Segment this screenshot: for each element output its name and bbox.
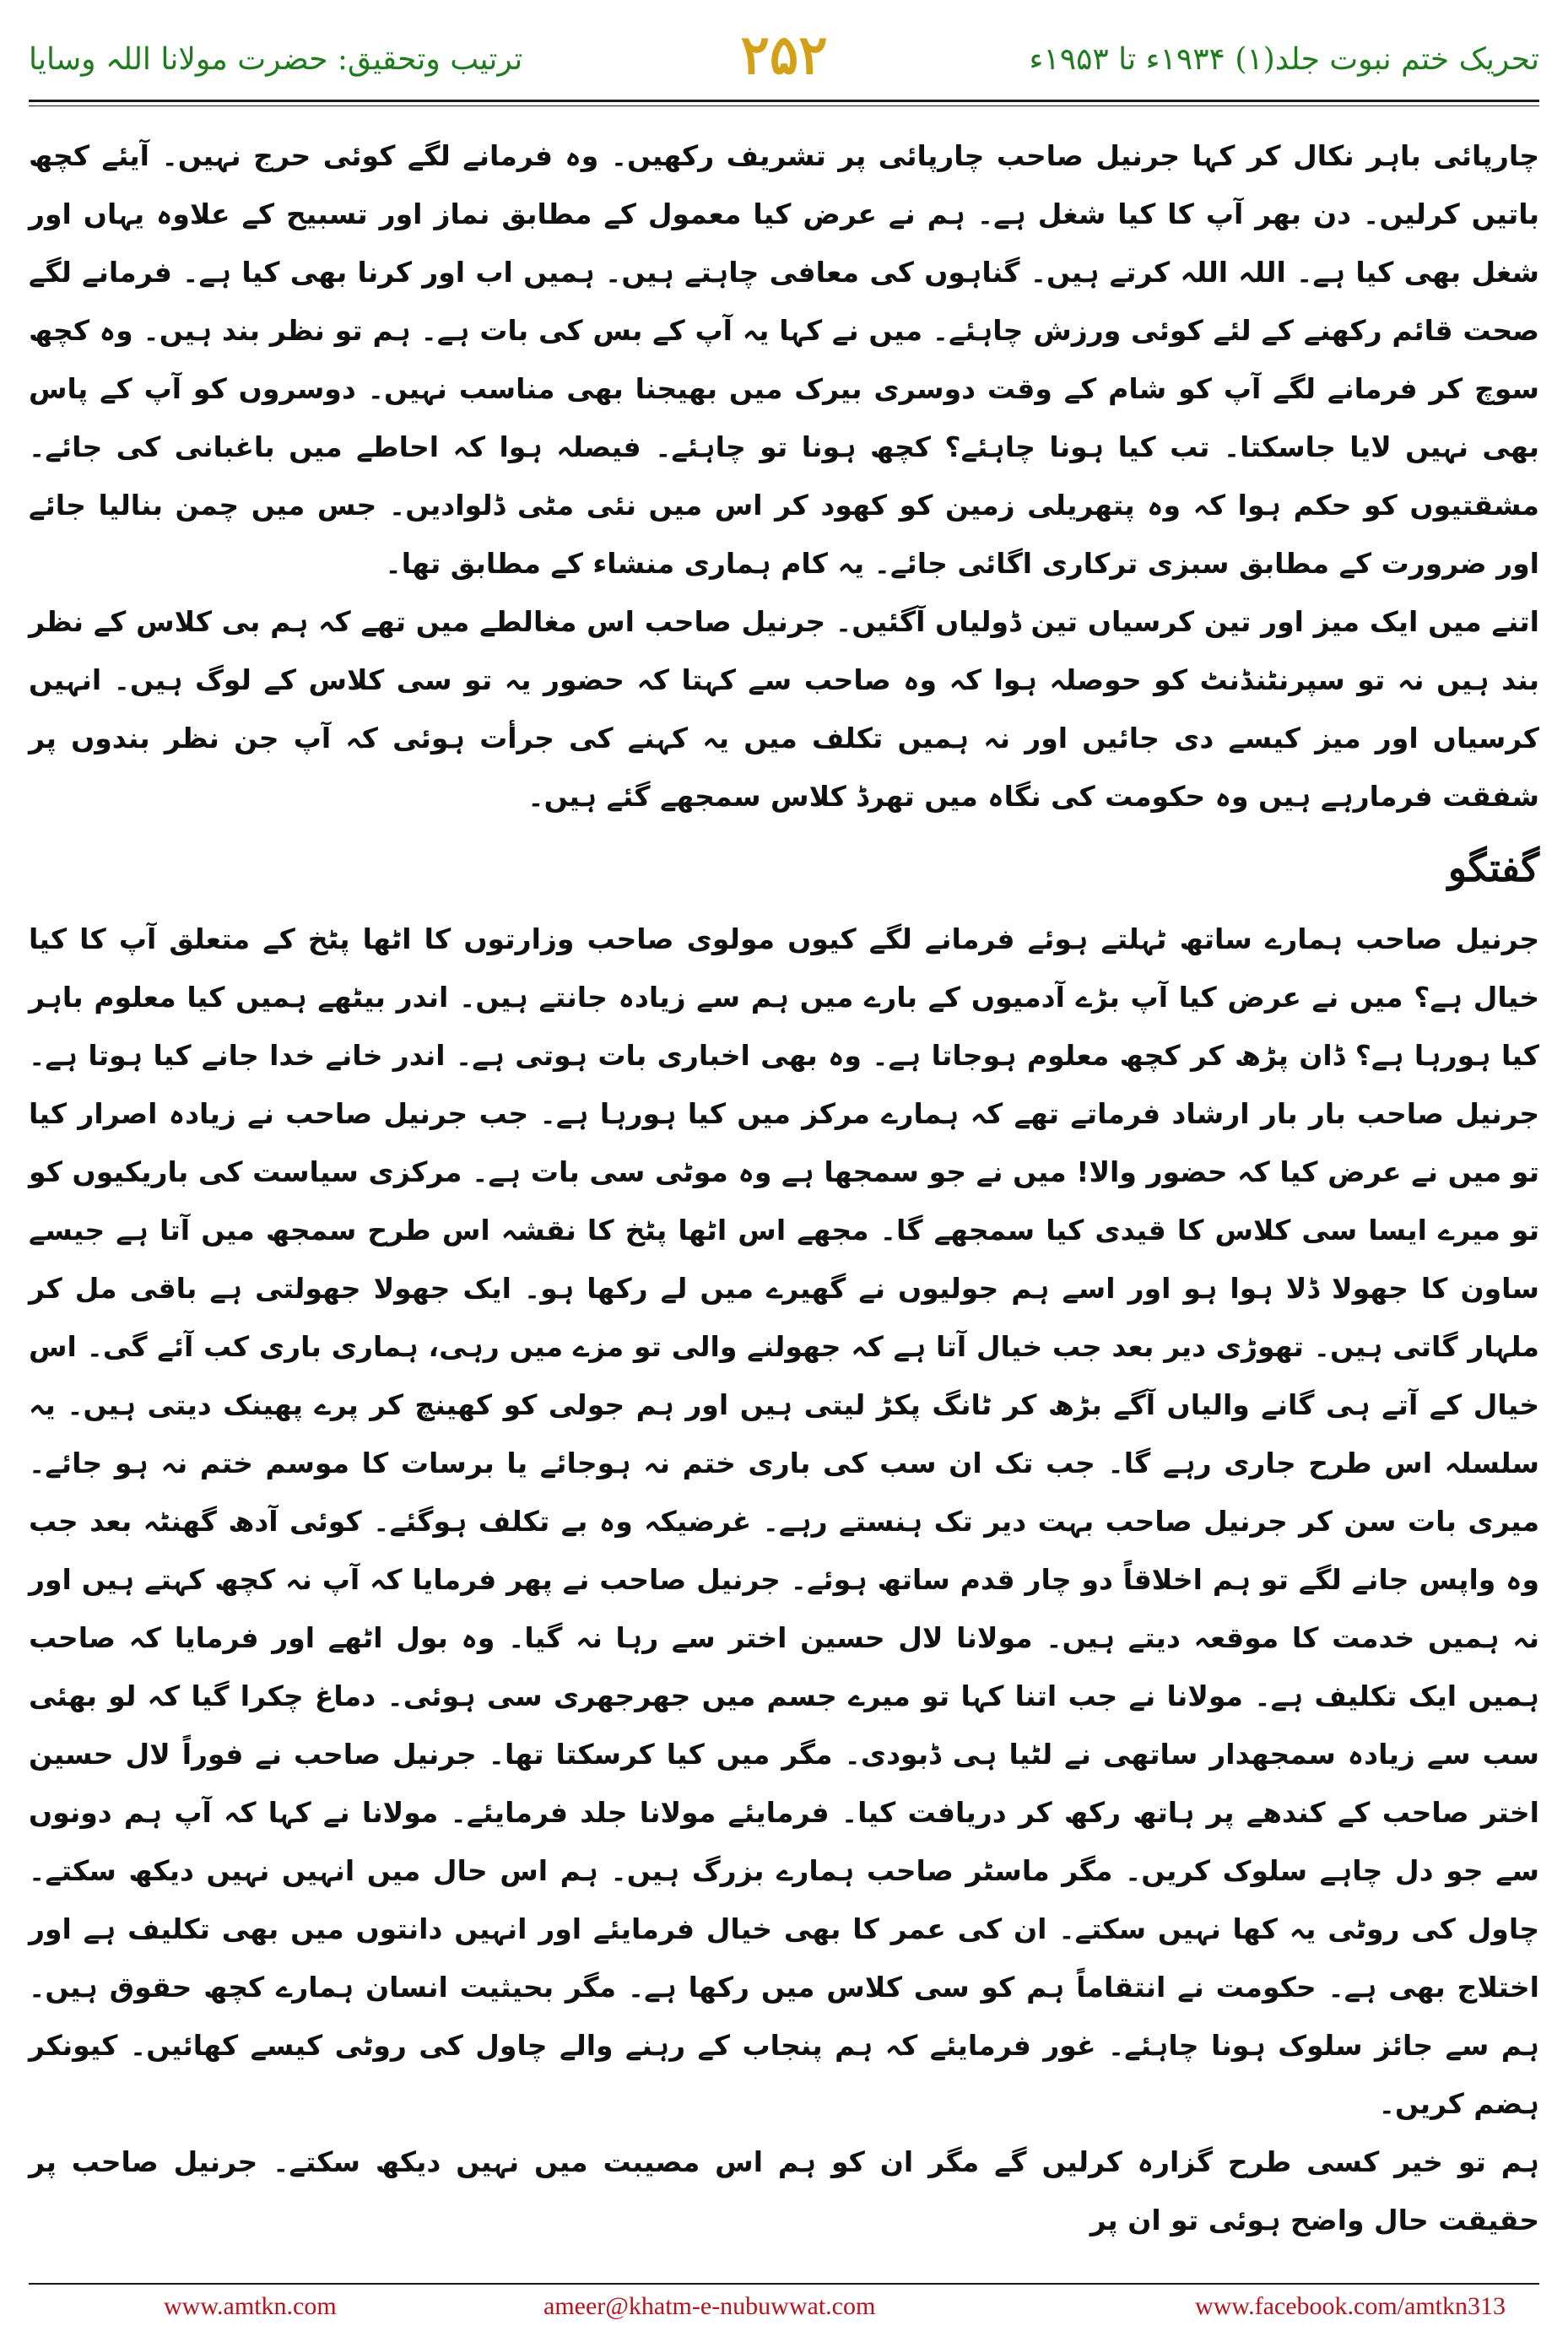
email-link[interactable]: ameer@khatm-e-nubuwwat.com [543,2292,876,2320]
paragraph-3: جرنیل صاحب ہمارے ساتھ ٹہلتے ہوئے فرمانے لگے کیوں مولوی صاحب وزارتوں کا اٹھا پٹخ کے متعلق آپ کا کیا خیال ہے؟ میں نے عرض کیا آپ بڑے آدمیوں کے بارے میں ہم سے زیادہ جانتے ہیں۔ اندر بیٹھے ہمیں کیا معلوم باہر کیا ہورہا ہے؟ ڈان پڑھ کر کچھ معلوم ہوجاتا ہے۔ وہ بھی اخباری بات ہوتی ہے۔ اندر خانے خدا جانے کیا ہوتا ہے۔ جرنیل صاحب بار بار ارشاد فرماتے تھے کہ ہمارے مرکز میں کیا ہورہا ہے۔ جب جرنیل صاحب نے زیادہ اصرار کیا تو میں نے عرض کیا کہ حضور والا! میں نے جو سمجھا ہے وہ موٹی سی بات ہے۔ مرکزی سیاست کی باریکیوں کو تو میرے ایسا سی کلاس کا قیدی کیا سمجھے گا۔ مجھے اس اٹھا پٹخ کا نقشہ اس طرح سمجھ میں آتا ہے جیسے ساون کا جھولا ڈلا ہوا ہو اور اسے ہم جولیوں نے گھیرے میں لے رکھا ہو۔ ایک جھولا جھولتی ہے باقی مل کر ملہار گاتی ہیں۔ تھوڑی دیر بعد جب خیال آتا ہے کہ جھولنے والی تو مزے میں رہی، ہماری باری کب آئے گی۔ اس خیال کے آتے ہی گانے والیاں آگے بڑھ کر ٹانگ پکڑ لیتی ہیں اور ہم جولی کو کھینچ کر پرے پھینک دیتی ہیں۔ یہ سلسلہ اس طرح جاری رہے گا۔ جب تک ان سب کی باری ختم نہ ہوجائے یا برسات کا موسم ختم نہ ہو جائے۔ میری بات سن کر جرنیل صاحب بہت دیر تک ہنستے رہے۔ غرضیکہ وہ بے تکلف ہوگئے۔ کوئی آدھ گھنٹہ بعد جب وہ واپس جانے لگے تو ہم اخلاقاً دو چار قدم ساتھ ہوئے۔ جرنیل صاحب نے پھر فرمایا کہ آپ نہ کچھ کہتے ہیں اور نہ ہمیں خدمت کا موقعہ دیتے ہیں۔ مولانا لال حسین اختر سے رہا نہ گیا۔ وہ بول اٹھے اور فرمایا کہ صاحب ہمیں ایک تکلیف ہے۔ مولانا نے جب اتنا کہا تو میرے جسم میں جھرجھری سی ہوئی۔ دماغ چکرا گیا کہ لو بھئی سب سے زیادہ سمجھدار ساتھی نے لٹیا ہی ڈبودی۔ مگر میں کیا کرسکتا تھا۔ جرنیل صاحب نے فوراً لال حسین اختر صاحب کے کندھے پر ہاتھ رکھ کر دریافت کیا۔ فرمایئے مولانا جلد فرمایئے۔ مولانا نے کہا کہ آپ ہم دونوں سے جو دل چاہے سلوک کریں۔ مگر ماسٹر صاحب ہمارے بزرگ ہیں۔ ہم اس حال میں انہیں نہیں دیکھ سکتے۔ چاول کی روٹی یہ کھا نہیں سکتے۔ ان کی عمر کا بھی خیال فرمایئے اور انہیں دانتوں میں بھی تکلیف ہے اور اختلاج بھی ہے۔ حکومت نے انتقاماً ہم کو سی کلاس میں رکھا ہے۔ مگر بحیثیت انسان ہمارے کچھ حقوق ہیں۔ ہم سے جائز سلوک ہونا چاہئے۔ غور فرمایئے کہ ہم پنجاب کے رہنے والے چاول کی روٹی کیسے کھائیں۔ کیونکر ہضم کریں۔ [29,922,1539,2120]
section-heading: گفتگو [1447,845,1539,890]
facebook-link[interactable]: www.facebook.com/amtkn313 [1195,2292,1506,2320]
compiler-credit: ترتیب وتحقیق: حضرت مولانا اللہ وسایا [29,42,523,77]
page-footer [29,2292,1539,2326]
page-body [29,127,1539,2249]
header-rule [29,100,1539,102]
website-link[interactable]: www.amtkn.com [164,2292,337,2320]
page-number: ۲۵۲ [740,24,828,87]
footer-rule [29,2283,1539,2285]
paragraph-2: اتنے میں ایک میز اور تین کرسیاں تین ڈولیاں آگئیں۔ جرنیل صاحب اس مغالطے میں تھے کہ ہم بی کلاس کے نظر بند ہیں نہ تو سپرنٹنڈنٹ کو حوصلہ ہوا کہ وہ صاحب سے کہتا کہ حضور یہ تو سی کلاس کے لوگ ہیں۔ انہیں کرسیاں اور میز کیسے دی جائیں اور نہ ہمیں تکلف میں یہ کہنے کی جرأت ہوئی کہ آپ جن نظر بندوں پر شفقت فرمارہے ہیں وہ حکومت کی نگاہ میں تھرڈ کلاس سمجھے گئے ہیں۔ [29,605,1540,813]
header-rule-thin [29,105,1539,106]
paragraph-1: چارپائی باہر نکال کر کہا جرنیل صاحب چارپائی پر تشریف رکھیں۔ وہ فرمانے لگے کوئی حرج نہیں۔ آیئے کچھ باتیں کرلیں۔ دن بھر آپ کا کیا شغل ہے۔ ہم نے عرض کیا معمول کے مطابق نماز اور تسبیح کے علاوہ یہاں اور شغل بھی کیا ہے۔ اللہ اللہ کرتے ہیں۔ گناہوں کی معافی چاہتے ہیں۔ ہمیں اب اور کرنا بھی کیا ہے۔ فرمانے لگے صحت قائم رکھنے کے لئے کوئی ورزش چاہئے۔ میں نے کہا یہ آپ کے بس کی بات ہے۔ ہم تو نظر بند ہیں۔ وہ کچھ سوچ کر فرمانے لگے آپ کو شام کے وقت دوسری بیرک میں بھیجنا بھی مناسب نہیں۔ دوسروں کو آپ کے پاس بھی نہیں لایا جاسکتا۔ تب کیا ہونا چاہئے؟ کچھ ہونا تو چاہئے۔ فیصلہ ہوا کہ احاطے میں باغبانی کی جائے۔ مشقتیوں کو حکم ہوا کہ وہ پتھریلی زمین کو کھود کر اس میں نئی مٹی ڈلوادیں۔ جس میں چمن بنالیا جائے اور ضرورت کے مطابق سبزی ترکاری اگائی جائے۔ یہ کام ہماری منشاء کے مطابق تھا۔ [29,139,1539,580]
paragraph-4: ہم تو خیر کسی طرح گزارہ کرلیں گے مگر ان کو ہم اس مصیبت میں نہیں دیکھ سکتے۔ جرنیل صاحب پر حقیقت حال واضح ہوئی تو ان پر [29,2145,1539,2237]
book-title: تحریک ختم نبوت جلد(۱) ۱۹۳۴ء تا ۱۹۵۳ء [1029,42,1539,77]
page-header [29,24,1539,93]
